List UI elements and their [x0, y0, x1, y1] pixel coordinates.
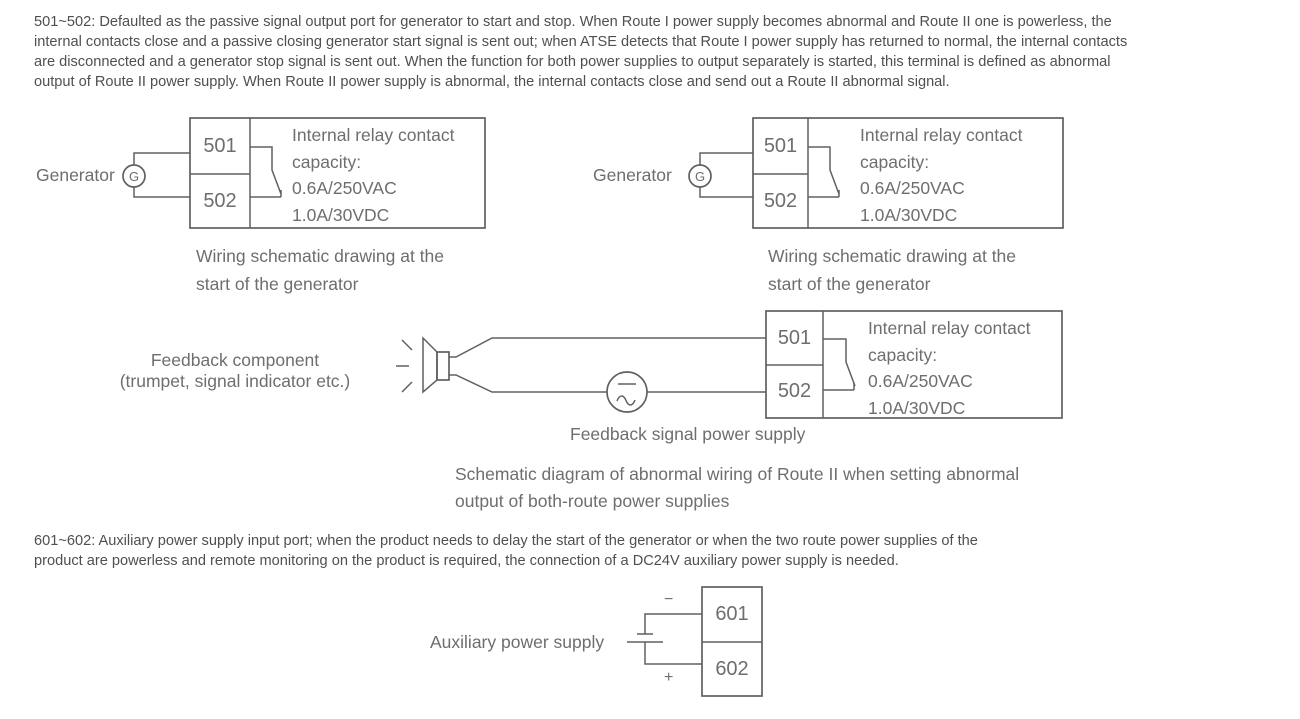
relay-capacity-line: capacity:: [868, 344, 938, 365]
wire: [449, 338, 766, 357]
caption-line: start of the generator: [768, 273, 931, 294]
caption-line: Wiring schematic drawing at the: [196, 246, 445, 266]
paragraph-501-502: [34, 12, 1127, 92]
relay-contact-icon: [808, 147, 839, 194]
terminal-502: 502: [203, 189, 237, 212]
terminal-502: 502: [763, 189, 798, 212]
wire: [449, 375, 607, 392]
tilde-wave: [617, 396, 635, 405]
relay-capacity-line: 0.6A/250VAC: [868, 371, 973, 391]
relay-capacity-line: 0.6A/250VAC: [292, 178, 397, 198]
paragraph-line: product are powerless and remote monitoring on the product is required, the connection of a DC24V auxiliary power supply is needed.: [34, 553, 899, 569]
relay-capacity-text: [860, 122, 1022, 228]
relay-capacity-line: Internal relay contact: [292, 125, 455, 145]
generator-symbol-letter: G: [694, 168, 706, 184]
generator-symbol-letter: G: [128, 168, 140, 184]
terminal-601: 601: [715, 603, 749, 625]
diagram-caption: [455, 461, 1019, 515]
label-line: (trumpet, signal indicator etc.): [119, 370, 351, 391]
generator-label: Generator: [593, 165, 672, 185]
wire: [134, 187, 190, 197]
minus-polarity-mark: −: [664, 591, 674, 608]
terminal-501: 501: [203, 134, 237, 157]
source-circle: [607, 372, 647, 412]
relay-capacity-line: Internal relay contact: [860, 125, 1023, 145]
relay-capacity-line: 0.6A/250VAC: [860, 178, 965, 198]
relay-contact-icon: [250, 147, 281, 194]
relay-contact-icon: [250, 190, 281, 197]
feedback-power-caption: Feedback signal power supply: [570, 424, 806, 444]
caption-line: Schematic diagram of abnormal wiring of Route II when setting abnormal: [455, 464, 1020, 484]
terminal-502: 502: [777, 380, 812, 402]
ac-power-source-icon: [607, 372, 647, 412]
diagram-caption: [196, 243, 444, 298]
wire: [700, 153, 753, 165]
terminal-501: 501: [777, 326, 812, 349]
paragraph-line: 501~502: Defaulted as the passive signal output port for generator to start and stop. When Route I power supply becomes abnormal and Route II one is powerless, the: [34, 14, 1112, 30]
sound-rays: [396, 340, 412, 392]
paragraph-line: are disconnected and a generator stop signal is sent out. When the function for both power supplies to output separately is started, this terminal is defined as abnormal: [34, 54, 1111, 70]
relay-capacity-line: 1.0A/30VDC: [868, 397, 966, 418]
diagram-caption: [768, 243, 1016, 298]
auxiliary-power-label: Auxiliary power supply: [430, 632, 605, 652]
generator-label: Generator: [36, 165, 115, 185]
feedback-component-label: [100, 350, 370, 391]
speaker-driver: [437, 352, 449, 380]
terminal-501: 501: [763, 134, 798, 157]
caption-line: Wiring schematic drawing at the: [768, 246, 1017, 266]
relay-capacity-text: [292, 122, 454, 228]
relay-capacity-line: capacity:: [860, 151, 930, 172]
relay-capacity-line: 1.0A/30VDC: [860, 204, 958, 225]
paragraph-line: 601~602: Auxiliary power supply input port; when the product needs to delay the start of the generator or when the two route power supplies of the: [34, 533, 978, 549]
plus-polarity-mark: +: [664, 669, 674, 686]
wire: [645, 642, 702, 664]
relay-capacity-line: capacity:: [292, 151, 362, 172]
speaker-icon: [396, 338, 449, 392]
relay-capacity-line: 1.0A/30VDC: [292, 204, 390, 225]
paragraph-line: output of Route II power supply. When Route II power supply is abnormal, the internal contacts close and send out a Route II abnormal signal.: [34, 74, 950, 90]
relay-contact-icon: [808, 190, 839, 197]
relay-contact-icon: [823, 339, 855, 386]
wire: [134, 153, 190, 165]
wire: [700, 187, 753, 197]
battery-icon: [627, 634, 663, 642]
label-line: Feedback component: [150, 350, 320, 370]
caption-line: output of both-route power supplies: [455, 491, 730, 511]
caption-line: start of the generator: [196, 273, 359, 294]
speaker-bell: [423, 338, 437, 392]
relay-capacity-text: [868, 315, 1030, 421]
relay-capacity-line: Internal relay contact: [868, 318, 1031, 338]
relay-contact-icon: [823, 383, 854, 390]
terminal-602: 602: [715, 657, 749, 680]
paragraph-601-602: [34, 531, 978, 571]
wire: [645, 614, 702, 634]
paragraph-line: internal contacts close and a passive closing generator start signal is sent out; when ATSE detects that Route I power supply has returned to normal, the internal contacts: [34, 34, 1128, 50]
